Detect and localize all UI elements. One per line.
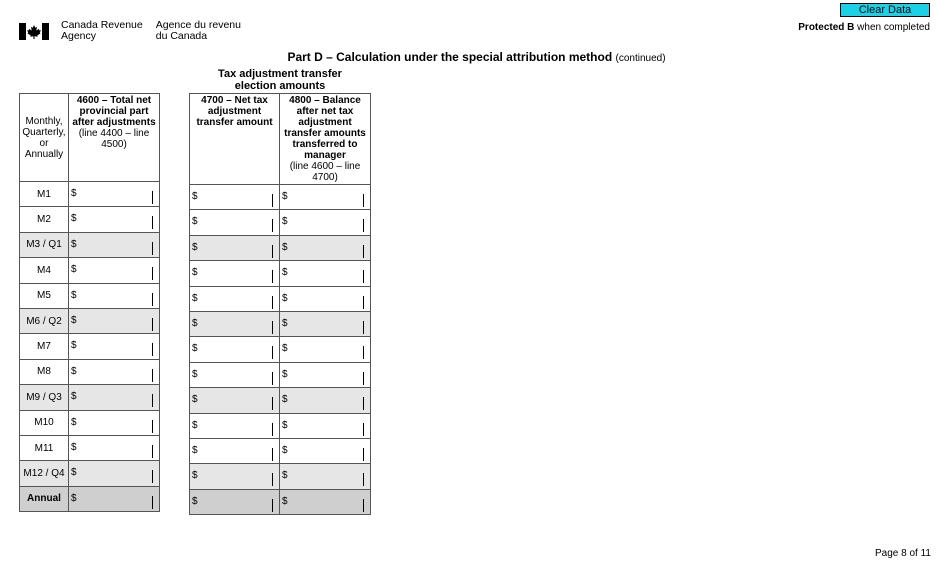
cents-separator [152, 343, 153, 356]
canada-flag-icon [19, 23, 49, 40]
line-4700-input[interactable] [190, 388, 280, 413]
dollar-sign: $ [282, 444, 288, 456]
dollar-sign: $ [192, 343, 198, 355]
period-label: M4 [20, 258, 69, 283]
cents-separator [272, 219, 273, 232]
line-4800-input[interactable] [280, 388, 371, 413]
dollar-sign: $ [282, 216, 288, 228]
dollar-sign: $ [71, 365, 77, 377]
dollar-sign: $ [282, 317, 288, 329]
cents-separator [152, 293, 153, 306]
cents-separator [272, 321, 273, 334]
dollar-sign: $ [71, 188, 77, 199]
line-4600-input[interactable] [69, 283, 160, 308]
dollar-sign: $ [71, 416, 77, 428]
table-row [20, 232, 160, 257]
table-row [20, 359, 160, 384]
cents-separator [363, 219, 364, 232]
line-4600-input[interactable] [69, 232, 160, 257]
line-4600-input[interactable] [69, 385, 160, 410]
period-label: M6 / Q2 [20, 308, 69, 333]
protected-label: Protected B when completed [798, 22, 930, 33]
part-title: Part D – Calculation under the special attribution method (continued) [287, 50, 666, 64]
line-4800-input[interactable] [280, 311, 371, 336]
line-4600-input[interactable] [69, 410, 160, 435]
period-label: M3 / Q1 [20, 232, 69, 257]
table-row [20, 486, 160, 511]
cents-separator [272, 270, 273, 283]
dollar-sign: $ [71, 289, 77, 301]
line-4800-header: 4800 – Balance after net tax adjustment transfer amounts transferred to manager (line 4600 – line 4700) [280, 94, 371, 185]
cents-separator [272, 194, 273, 207]
cents-separator [363, 270, 364, 283]
period-label: M1 [20, 182, 69, 207]
cents-separator [152, 267, 153, 280]
table-row [190, 311, 371, 336]
dollar-sign: $ [282, 191, 288, 202]
table-row [20, 308, 160, 333]
election-amounts-heading: Tax adjustment transfer election amounts [218, 68, 342, 92]
table-row [190, 210, 371, 235]
dollar-sign: $ [71, 391, 77, 403]
dollar-sign: $ [192, 444, 198, 456]
cents-separator [272, 346, 273, 359]
dollar-sign: $ [192, 191, 198, 202]
line-4600-input[interactable] [69, 207, 160, 232]
table-row [190, 438, 371, 463]
agency-name-fr: Agence du revenu du Canada [155, 19, 241, 42]
cents-separator [272, 245, 273, 258]
table-row [190, 388, 371, 413]
dollar-sign: $ [192, 292, 198, 304]
period-label: M10 [20, 410, 69, 435]
table-row [190, 413, 371, 438]
table-row [190, 362, 371, 387]
period-label: M12 / Q4 [20, 461, 69, 486]
cents-separator [272, 473, 273, 486]
dollar-sign: $ [192, 470, 198, 482]
line-4700-input[interactable] [190, 185, 280, 210]
table-row [190, 464, 371, 489]
dollar-sign: $ [192, 267, 198, 279]
line-4700-input[interactable] [190, 438, 280, 463]
dollar-sign: $ [192, 216, 198, 228]
tax-adjustment-table [189, 93, 371, 515]
page-number: Page 8 of 11 [875, 548, 931, 559]
dollar-sign: $ [71, 467, 77, 479]
line-4800-input[interactable] [280, 235, 371, 260]
line-4700-input[interactable] [190, 261, 280, 286]
line-4700-input[interactable] [190, 286, 280, 311]
cents-separator [363, 346, 364, 359]
cents-separator [363, 397, 364, 410]
cents-separator [152, 318, 153, 331]
cents-separator [272, 499, 273, 512]
table-row [20, 207, 160, 232]
line-4600-input[interactable] [69, 258, 160, 283]
line-4600-input[interactable] [69, 182, 160, 207]
table-row [20, 283, 160, 308]
table-row [20, 334, 160, 359]
cents-separator [152, 470, 153, 483]
cents-separator [363, 448, 364, 461]
dollar-sign: $ [71, 213, 77, 225]
cents-separator [363, 296, 364, 309]
dollar-sign: $ [192, 419, 198, 431]
line-4600-input[interactable] [69, 359, 160, 384]
dollar-sign: $ [282, 267, 288, 279]
line-4700-input[interactable] [190, 311, 280, 336]
cents-separator [272, 397, 273, 410]
period-label: M9 / Q3 [20, 385, 69, 410]
line-4700-input[interactable] [190, 337, 280, 362]
period-label: M2 [20, 207, 69, 232]
table-row [20, 385, 160, 410]
dollar-sign: $ [282, 394, 288, 406]
dollar-sign: $ [282, 419, 288, 431]
line-4700-input[interactable] [190, 464, 280, 489]
dollar-sign: $ [71, 340, 77, 352]
table-row [190, 286, 371, 311]
cents-separator [363, 321, 364, 334]
line-4600-input[interactable] [69, 308, 160, 333]
agency-name-en: Canada Revenue Agency [61, 19, 143, 42]
line-4600-input[interactable] [69, 461, 160, 486]
cents-separator [152, 369, 153, 382]
period-header: Monthly, Quarterly, or Annually [20, 94, 69, 182]
cents-separator [363, 499, 364, 512]
table-row [20, 258, 160, 283]
line-4800-input[interactable] [280, 210, 371, 235]
dollar-sign: $ [71, 314, 77, 326]
clear-data-button[interactable]: Clear Data [840, 3, 930, 17]
line-4700-header: 4700 – Net tax adjustment transfer amount [190, 94, 280, 185]
line-4800-input[interactable] [280, 286, 371, 311]
cents-separator [152, 496, 153, 509]
dollar-sign: $ [71, 441, 77, 453]
period-label: Annual [20, 486, 69, 511]
period-label: M8 [20, 359, 69, 384]
period-label: M11 [20, 435, 69, 460]
table-row [20, 461, 160, 486]
line-4800-input[interactable] [280, 438, 371, 463]
dollar-sign: $ [282, 495, 288, 507]
agency-header [19, 20, 241, 42]
cents-separator [272, 423, 273, 436]
table-row [190, 235, 371, 260]
cents-separator [152, 242, 153, 255]
dollar-sign: $ [192, 394, 198, 406]
dollar-sign: $ [282, 470, 288, 482]
dollar-sign: $ [192, 317, 198, 329]
line-4800-input[interactable] [280, 489, 371, 514]
line-4700-input[interactable] [190, 413, 280, 438]
line-4800-input[interactable] [280, 337, 371, 362]
table-row [20, 435, 160, 460]
period-label: M5 [20, 283, 69, 308]
line-4600-input[interactable] [69, 435, 160, 460]
line-4800-input[interactable] [280, 185, 371, 210]
line-4700-input[interactable] [190, 210, 280, 235]
dollar-sign: $ [282, 241, 288, 253]
line-4800-input[interactable] [280, 413, 371, 438]
cents-separator [272, 448, 273, 461]
table-row [190, 261, 371, 286]
line-4700-input[interactable] [190, 362, 280, 387]
dollar-sign: $ [192, 241, 198, 253]
cents-separator [363, 245, 364, 258]
cents-separator [152, 445, 153, 458]
dollar-sign: $ [71, 492, 77, 504]
cents-separator [363, 372, 364, 385]
cents-separator [363, 473, 364, 486]
period-label: M7 [20, 334, 69, 359]
cents-separator [152, 216, 153, 229]
cents-separator [363, 194, 364, 207]
cents-separator [363, 423, 364, 436]
table-row [20, 182, 160, 207]
line-4800-input[interactable] [280, 464, 371, 489]
line-4600-input[interactable] [69, 486, 160, 511]
dollar-sign: $ [192, 368, 198, 380]
table-row [20, 410, 160, 435]
dollar-sign: $ [282, 368, 288, 380]
line-4600-input[interactable] [69, 334, 160, 359]
cents-separator [152, 191, 153, 204]
dollar-sign: $ [282, 343, 288, 355]
cents-separator [152, 394, 153, 407]
dollar-sign: $ [282, 292, 288, 304]
cents-separator [152, 420, 153, 433]
line-4600-header: 4600 – Total net provincial part after adjustments (line 4400 – line 4500) [69, 94, 160, 182]
line-4700-input[interactable] [190, 235, 280, 260]
line-4700-input[interactable] [190, 489, 280, 514]
line-4800-input[interactable] [280, 261, 371, 286]
table-row [190, 489, 371, 514]
dollar-sign: $ [71, 238, 77, 250]
line-4800-input[interactable] [280, 362, 371, 387]
cents-separator [272, 372, 273, 385]
dollar-sign: $ [71, 264, 77, 276]
provincial-part-table [19, 93, 160, 512]
cents-separator [272, 296, 273, 309]
table-row [190, 337, 371, 362]
dollar-sign: $ [192, 495, 198, 507]
table-row [190, 185, 371, 210]
